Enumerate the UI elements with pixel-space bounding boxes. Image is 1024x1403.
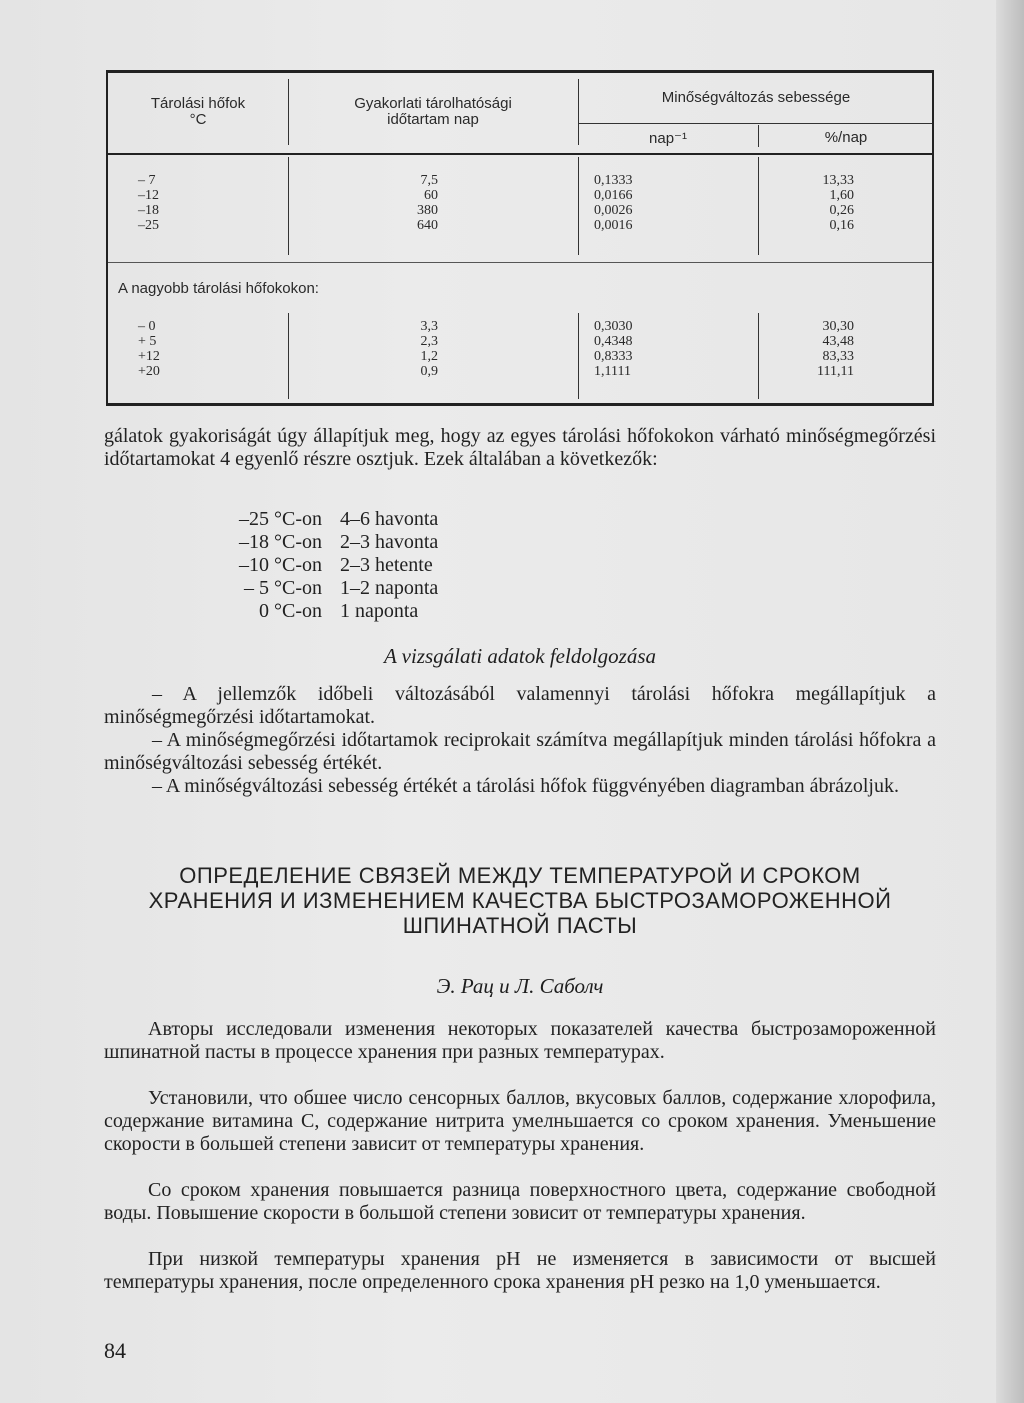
russian-authors: Э. Рац и Л. Саболч [436, 974, 604, 998]
cell-temp: – 7 [138, 173, 156, 188]
group1-days [378, 173, 438, 233]
cell-days: 0,9 [420, 364, 438, 379]
step-paragraph: – A minőségmegőrzési időtartamok reciprokait számítva megállapítjuk minden tárolási hőfokra a minőségváltozási sebesség értékét. [104, 729, 936, 774]
list-item [200, 554, 438, 577]
header-rate: Minőségváltozás sebessége [661, 89, 851, 106]
russian-paragraph: При низкой температуры хранения pH не изменяется в зависимости от высшей температуры хранения, после определенного срока хранения pH резко на 1,0 уменьшается. [104, 1248, 936, 1293]
frequency-list [200, 508, 438, 623]
list-freq: 1–2 naponta [340, 577, 439, 599]
page-edge [996, 0, 1024, 1403]
group2-per-day [594, 319, 674, 379]
list-item [200, 531, 438, 554]
cell-per-day: 0,0026 [594, 203, 633, 218]
group2-days [378, 319, 438, 379]
col-divider [758, 157, 759, 255]
list-temp: 0 °C-on [259, 600, 322, 622]
list-item [200, 577, 438, 600]
list-freq: 2–3 havonta [340, 531, 439, 553]
cell-days: 7,5 [420, 173, 438, 188]
cell-percent: 83,33 [822, 349, 854, 364]
cell-percent: 30,30 [822, 319, 854, 334]
step-paragraph: – A minőségváltozási sebesség értékét a tárolási hőfok függvényében diagramban ábrázoljuk. [152, 775, 899, 797]
cell-per-day: 0,0016 [594, 218, 633, 233]
col-divider [288, 157, 289, 255]
cell-percent: 43,48 [822, 334, 854, 349]
russian-title-line: ОПРЕДЕЛЕНИЕ СВЯЗЕЙ МЕЖДУ ТЕМПЕРАТУРОЙ И СРОКОМ [179, 863, 861, 888]
header-temp-unit: °C [189, 111, 207, 128]
cell-days: 60 [424, 188, 438, 203]
section-heading: A vizsgálati adatok feldolgozása [383, 644, 657, 668]
russian-title-line: ХРАНЕНИЯ И ИЗМЕНЕНИЕМ КАЧЕСТВА БЫСТРОЗАМОРОЖЕННОЙ [148, 888, 892, 913]
header-rate-per-day: nap⁻¹ [649, 130, 687, 147]
russian-paragraph: Авторы исследовали изменения некоторых показателей качества быстрозамороженной шпинатной пасты в процессе хранения при разных температурах. [104, 1018, 936, 1063]
list-item [200, 600, 438, 623]
cell-temp: +12 [138, 349, 160, 364]
page-number: 84 [104, 1338, 126, 1363]
cell-per-day: 1,1111 [594, 364, 631, 379]
col-divider [288, 313, 289, 399]
cell-temp: –25 [138, 218, 159, 233]
list-temp: –18 °C-on [239, 531, 322, 553]
group2-percent [788, 319, 854, 379]
cell-per-day: 0,8333 [594, 349, 633, 364]
cell-percent: 111,11 [817, 364, 854, 379]
russian-paragraph: Со сроком хранения повышается разница поверхностного цвета, содержание свободной воды. Повышение скорости в большой степени зовисит от температуры хранения. [104, 1179, 936, 1224]
cell-percent: 13,33 [822, 173, 854, 188]
cell-days: 1,2 [420, 349, 438, 364]
cell-percent: 1,60 [829, 188, 854, 203]
header-temp: Tárolási hőfok [150, 95, 246, 112]
col-divider [578, 157, 579, 255]
cell-per-day: 0,4348 [594, 334, 633, 349]
russian-title-line: ШПИНАТНОЙ ПАСТЫ [402, 913, 638, 938]
step-paragraph: – A jellemzők időbeli változásából valamennyi tárolási hőfokra megállapítjuk a minőségmegőrzési időtartamokat. [104, 683, 936, 728]
section-rule [108, 262, 932, 263]
section-label: A nagyobb tárolási hőfokokon: [118, 280, 319, 297]
cell-per-day: 0,3030 [594, 319, 633, 334]
cell-percent: 0,26 [829, 203, 854, 218]
cell-temp: –12 [138, 188, 159, 203]
cell-days: 3,3 [420, 319, 438, 334]
cell-percent: 0,16 [829, 218, 854, 233]
cell-temp: +20 [138, 364, 160, 379]
cell-per-day: 0,1333 [594, 173, 633, 188]
list-freq: 1 naponta [340, 600, 419, 622]
cell-days: 380 [417, 203, 438, 218]
intro-paragraph: gálatok gyakoriságát úgy állapítjuk meg, hogy az egyes tárolási hőfokokon várható minőségmegőrzési időtartamokat 4 egyenlő részre osztjuk. Ezek általában a következők: [104, 425, 936, 470]
header-rate-percent: %/nap [824, 129, 868, 146]
list-item [200, 508, 438, 531]
cell-temp: –18 [138, 203, 159, 218]
list-temp: – 5 °C-on [244, 577, 322, 599]
header-days: Gyakorlati tárolhatósági [354, 95, 512, 112]
cell-days: 640 [417, 218, 438, 233]
header-days-line2: időtartam nap [387, 111, 479, 128]
header-rule [108, 153, 932, 155]
data-table [106, 70, 934, 406]
group1-per-day [594, 173, 674, 233]
col-divider [578, 313, 579, 399]
list-temp: –10 °C-on [239, 554, 322, 576]
subheader-rule [578, 123, 932, 124]
cell-per-day: 0,0166 [594, 188, 633, 203]
cell-temp: – 0 [138, 319, 156, 334]
list-freq: 4–6 havonta [340, 508, 439, 530]
cell-days: 2,3 [420, 334, 438, 349]
group1-temps [138, 173, 198, 233]
list-temp: –25 °C-on [239, 508, 322, 530]
russian-paragraph: Установили, что обшее число сенсорных баллов, вкусовых баллов, содержание хлорофила, содержание витамина С, содержание нитрита умелньшается со сроком хранения. Уменьшение скорости в большей степени зависит от температуры хранения. [104, 1087, 936, 1155]
group1-percent [788, 173, 854, 233]
list-freq: 2–3 hetente [340, 554, 433, 576]
col-divider [758, 313, 759, 399]
group2-temps [138, 319, 198, 379]
cell-temp: + 5 [138, 334, 157, 349]
